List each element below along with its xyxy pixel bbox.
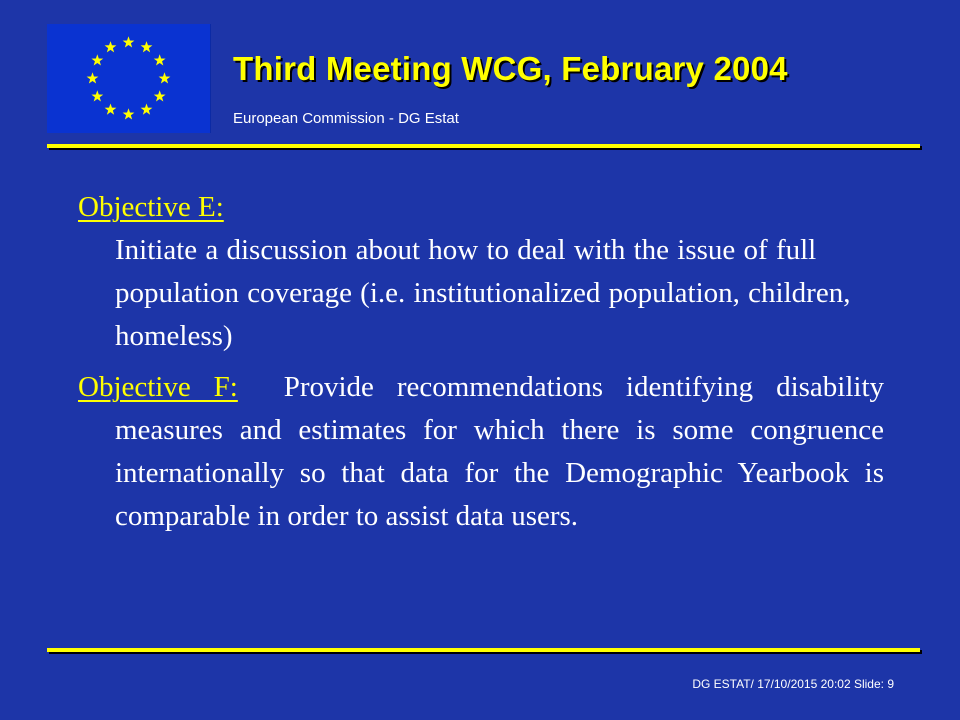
star-icon [123,108,135,119]
objective-e-text: Initiate a discussion about how to deal with the issue of full population coverage (i.e. institutionalized population, children, homeless) [115,234,851,352]
star-icon [87,72,99,83]
star-icon [154,54,166,65]
top-divider [47,144,920,148]
star-icon [141,41,153,52]
objective-f-text: Provide recommendations identifying disability measures and estimates for which there is some congruence internationally so that data for the Demographic Yearbook is comparable in order to assist data users. [115,371,885,532]
objective-e-label: Objective E: [78,191,224,223]
objective-f [78,366,884,538]
bottom-divider [47,648,920,652]
star-icon [123,36,135,47]
slide-title: Third Meeting WCG, February 2004 [233,50,788,87]
star-icon [91,54,103,65]
slide-body [78,186,884,538]
star-icon [105,41,117,52]
objective-f-label: Objective F: [78,371,238,403]
star-icon [141,103,153,114]
objective-e [78,186,884,358]
star-icon [154,90,166,101]
slide-subtitle: European Commission - DG Estat [233,110,459,127]
eu-flag-icon [47,24,211,133]
star-icon [159,72,171,83]
star-icon [105,103,117,114]
star-icon [91,90,103,101]
slide-footer: DG ESTAT/ 17/10/2015 20:02 Slide: 9 [692,677,894,691]
